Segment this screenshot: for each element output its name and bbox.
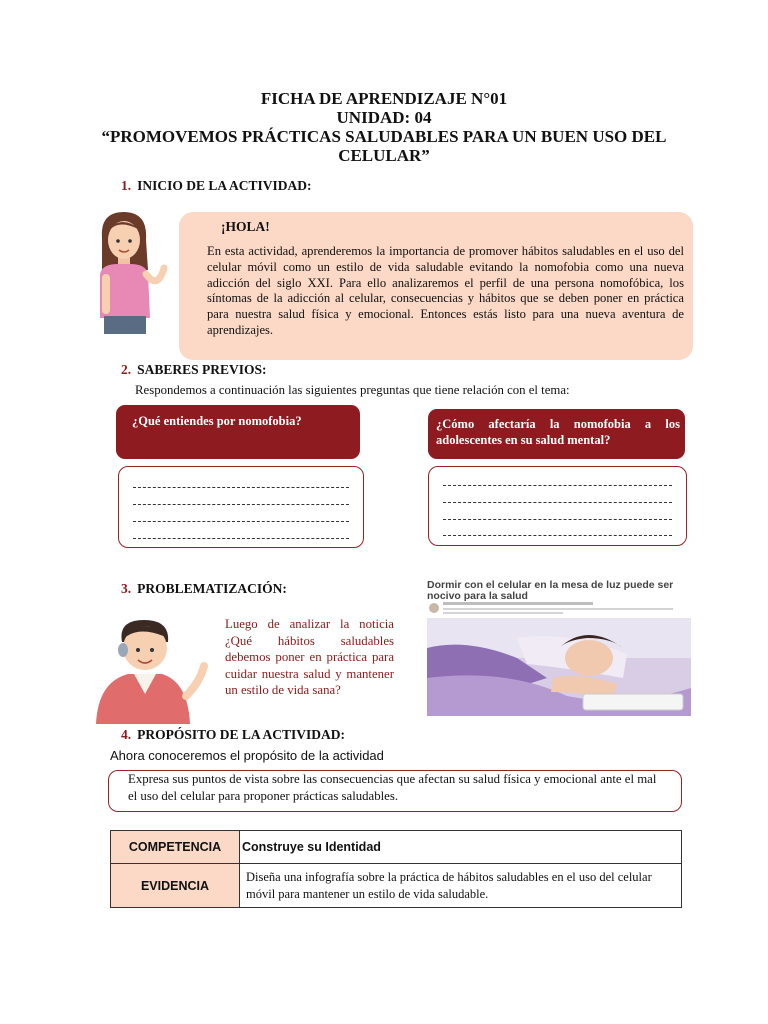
answer-line [443,535,672,536]
competency-table [110,830,682,908]
evidencia-label: EVIDENCIA [111,864,240,908]
answer-line [443,519,672,520]
title-line-1: FICHA DE APRENDIZAJE N°01 [260,89,508,108]
answer-line [443,485,672,486]
title-line-2: UNIDAD: 04 [336,108,432,127]
question-2-header [428,409,685,459]
section-4-heading [121,727,345,743]
section-3-title: PROBLEMATIZACIÓN: [137,581,287,596]
section-2-intro: Respondemos a continuación las siguientes preguntas que tiene relación con el tema: [135,383,570,397]
section-2-heading [121,362,267,378]
question-1-text: ¿Qué entiendes por nomofobia? [132,414,302,428]
answer-line [133,538,349,539]
intro-text: En esta actividad, aprenderemos la importancia de promover hábitos saludables en el uso del celular móvil como un estilo de vida saludable evitando la nomofobia como una nueva adicción del siglo XXI. Para ello analizaremos el perfil de una persona nomofóbica, los síntomas de la adicción al celular, consecuencias y hábitos que se deben poner en práctica para nuestra salud física y emocional. Entonces estás listo para una nueva aventura de aprendizajes. [207,244,684,337]
section-3-number: 3. [121,581,132,596]
news-photo [427,618,691,716]
girl-illustration [88,208,174,336]
problematization-question: Luego de analizar la noticia ¿Qué hábitos saludables debemos poner en práctica para cuidar nuestra salud y mantener un estilo de vida sana? [225,617,394,698]
boy-illustration [88,616,212,724]
answer-line [133,487,349,488]
section-1-title: INICIO DE LA ACTIVIDAD: [137,178,312,193]
section-4-title: PROPÓSITO DE LA ACTIVIDAD: [137,727,346,742]
news-byline [427,600,691,616]
hola-greeting: ¡HOLA! [221,219,270,234]
competencia-value: Construye su Identidad [240,831,682,864]
title-line-4: CELULAR” [338,146,430,165]
answer-line [133,504,349,505]
section-3-heading [121,581,287,597]
answer-box-2[interactable] [428,466,687,546]
table-row [111,864,682,908]
section-1-number: 1. [121,178,132,193]
answer-line [443,502,672,503]
section-4-number: 4. [121,727,132,742]
question-1-header [116,405,360,459]
competencia-label: COMPETENCIA [111,831,240,864]
purpose-text: Expresa sus puntos de vista sobre las consecuencias que afectan su salud física y emocional ante el mal el uso del celular para proponer prácticas saludables. [128,772,657,803]
answer-line [133,521,349,522]
section-2-title: SABERES PREVIOS: [137,362,267,377]
question-2-text: ¿Cómo afectaría la nomofobia a los adolescentes en su salud mental? [436,417,680,447]
table-row [111,831,682,864]
section-2-number: 2. [121,362,132,377]
section-1-heading [121,178,312,194]
news-headline: Dormir con el celular en la mesa de luz puede ser nocivo para la salud [427,579,674,602]
evidencia-value: Diseña una infografía sobre la práctica de hábitos saludables en el uso del celular móvil para mantener un estilo de vida saludable. [240,864,682,908]
answer-box-1[interactable] [118,466,364,548]
section-4-intro: Ahora conoceremos el propósito de la actividad [110,748,384,763]
title-line-3: “PROMOVEMOS PRÁCTICAS SALUDABLES PARA UN BUEN USO DEL [101,127,667,146]
